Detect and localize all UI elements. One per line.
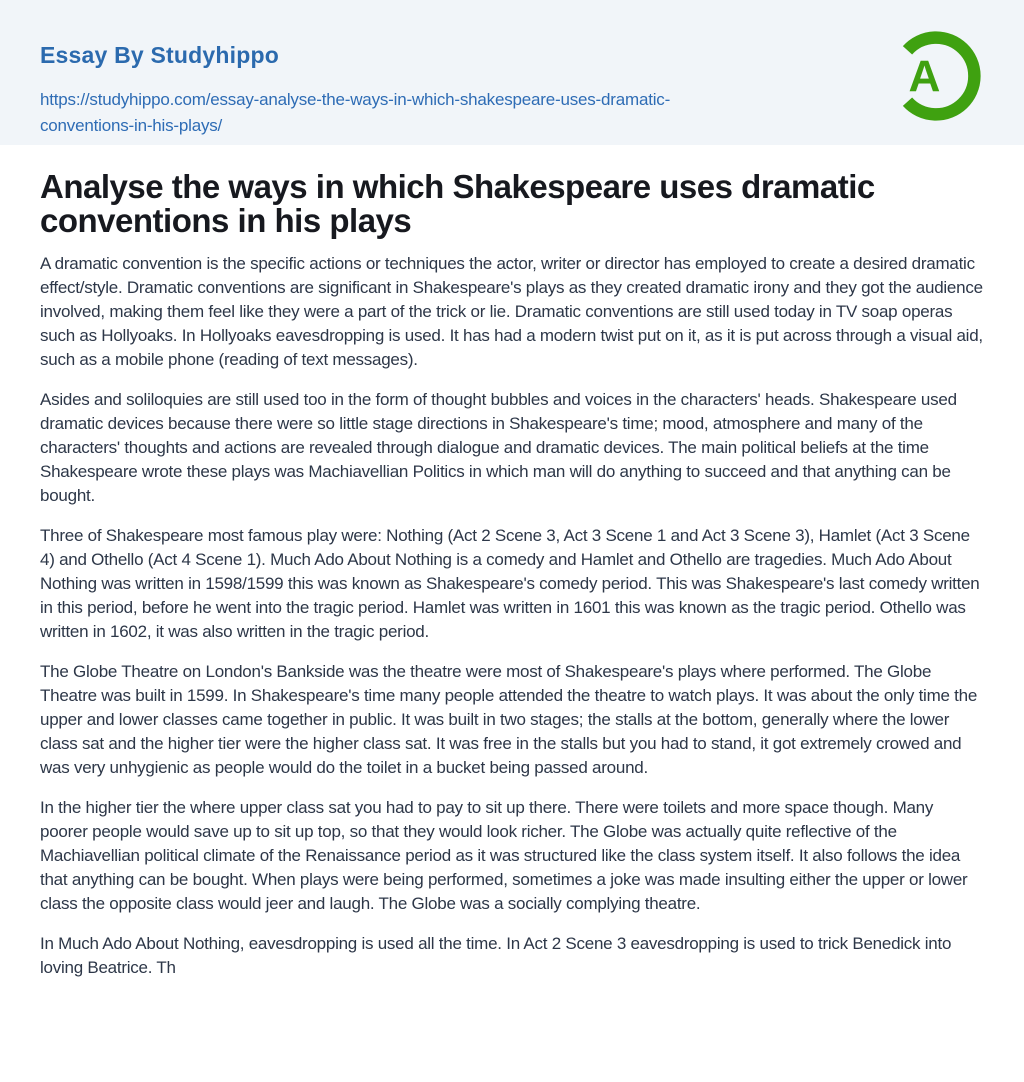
essay-paragraph: A dramatic convention is the specific actions or techniques the actor, writer or director has employed to create a desired dramatic effect/style. Dramatic conventions are significant in Shakespeare's plays as they created dramatic irony and they got the audience involved, making them feel like they were a part of the trick or lie. Dramatic conventions are still used today in TV soap operas such as Hollyoaks. In Hollyoaks eavesdropping is used. It has had a modern twist put on it, as it is put across through a visual aid, such as a mobile phone (reading of text messages). [40,254,983,369]
source-url-link[interactable]: https://studyhippo.com/essay-analyse-the-ways-in-which-shakespeare-uses-dramatic-conventions-in-his-plays/ [40,90,671,135]
essay-body [40,252,984,980]
essay-paragraph: Asides and soliloquies are still used too in the form of thought bubbles and voices in the characters' heads. Shakespeare used dramatic devices because there were so little stage directions in Shakespeare's time; mood, atmosphere and many of the characters' thoughts and actions are revealed through dialogue and dramatic devices. The main political beliefs at the time Shakespeare wrote these plays was Machiavellian Politics in which man will do anything to succeed and that anything can be bought. [40,390,957,505]
essay-title: Analyse the ways in which Shakespeare uses dramatic conventions in his plays [40,168,875,239]
essay-paragraph: Three of Shakespeare most famous play were: Nothing (Act 2 Scene 3, Act 3 Scene 1 and Act 3 Scene 3), Hamlet (Act 3 Scene 4) and Othello (Act 4 Scene 1). Much Ado About Nothing is a comedy and Hamlet and Othello are tragedies. Much Ado About Nothing was written in 1598/1599 this was known as Shakespeare's comedy period. This was Shakespeare's last comedy written in this period, before he went into the tragic period. Hamlet was written in 1601 this was known as the tragic period. Othello was written in 1602, it was also written in the tragic period. [40,526,980,641]
essay-paragraph: The Globe Theatre on London's Bankside was the theatre were most of Shakespeare's plays where performed. The Globe Theatre was built in 1599. In Shakespeare's time many people attended the theatre to watch plays. It was about the only time the upper and lower classes came together in public. It was built in two stages; the stalls at the bottom, generally where the lower class sat and the higher tier were the higher class sat. It was free in the stalls but you had to stand, it got extremely crowed and was very unhygienic as people would do the toilet in a bucket being passed around. [40,662,978,777]
site-title: Essay By Studyhippo [40,42,279,68]
essay-paragraph: In Much Ado About Nothing, eavesdropping is used all the time. In Act 2 Scene 3 eavesdropping is used to trick Benedick into loving Beatrice. Th [40,934,952,977]
header [0,0,1024,145]
logo-letter: A [908,52,941,102]
studyhippo-logo-icon [888,28,984,124]
essay-paragraph: In the higher tier the where upper class sat you had to pay to sit up there. There were toilets and more space though. Many poorer people would save up to sit up top, so that they would look richer. The Globe was actually quite reflective of the Machiavellian political climate of the Renaissance period as it was structured like the class system itself. It also follows the idea that anything can be bought. When plays were being performed, sometimes a joke was made insulting either the upper or lower class the opposite class would jeer and laugh. The Globe was a socially complying theatre. [40,798,968,913]
header-text-block [40,42,740,139]
essay-content [0,145,1024,980]
